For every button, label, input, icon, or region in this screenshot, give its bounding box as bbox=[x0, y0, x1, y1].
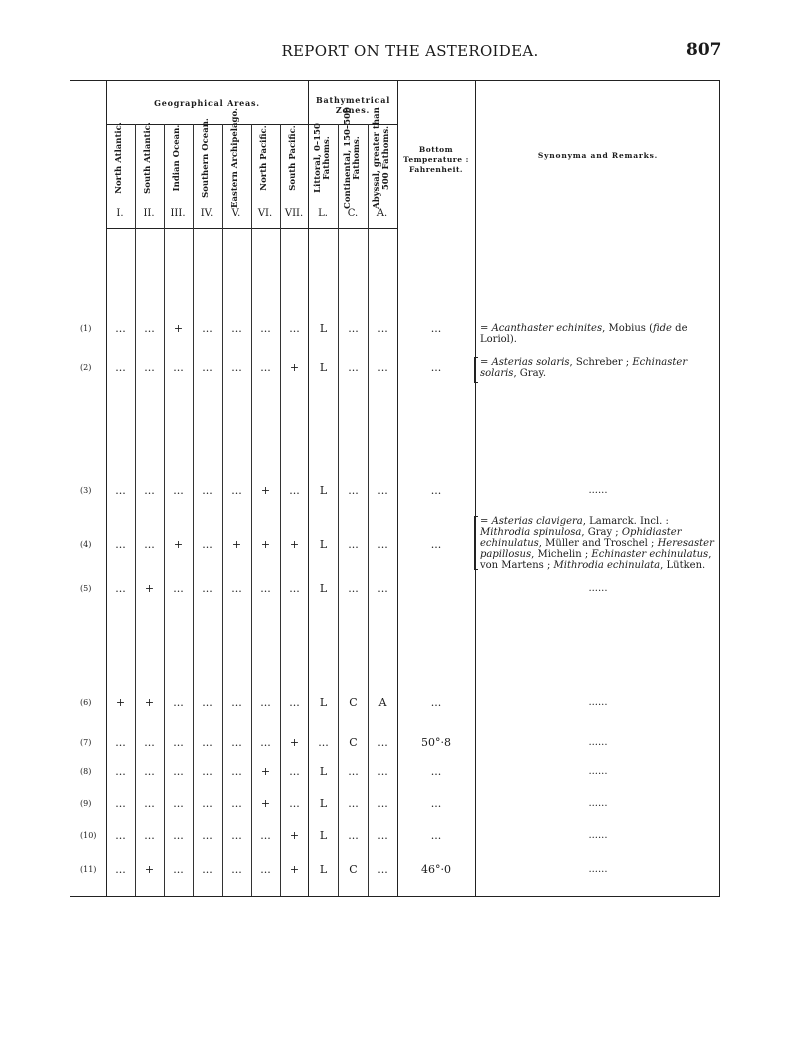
species-name: Asterias solaris bbox=[491, 357, 570, 368]
column-numeral: II. bbox=[143, 208, 155, 219]
table-cell: ... bbox=[377, 765, 388, 778]
remark-text: , Müller and Troschel ; bbox=[538, 538, 658, 549]
table-cell: + bbox=[289, 863, 300, 876]
column-numeral: III. bbox=[170, 208, 186, 219]
column-heading: Eastern Archipelago. bbox=[230, 108, 241, 208]
table-cell: ... bbox=[348, 797, 359, 810]
table-cell: + bbox=[115, 696, 126, 709]
table-cell: ... bbox=[377, 361, 388, 374]
table-cell: L bbox=[319, 696, 328, 709]
table-cell: ... bbox=[202, 484, 213, 497]
table-cell: ... bbox=[231, 829, 242, 842]
table-cell: ... bbox=[202, 736, 213, 749]
column-heading: Southern Ocean. bbox=[201, 118, 212, 198]
remark-text: ...... bbox=[588, 737, 608, 748]
table-cell: ... bbox=[173, 829, 184, 842]
brace-mark bbox=[474, 357, 478, 383]
table-cell: ... bbox=[377, 863, 388, 876]
table-cell: ... bbox=[231, 484, 242, 497]
table-cell: ... bbox=[260, 696, 271, 709]
table-cell: ... bbox=[289, 322, 300, 335]
table-cell: ... bbox=[144, 322, 155, 335]
synonyma-remark bbox=[476, 864, 720, 875]
table-cell: ... bbox=[202, 765, 213, 778]
geographical-areas-heading: Geographical Areas. bbox=[154, 98, 260, 108]
remark-text: ...... bbox=[588, 697, 608, 708]
table-cell: + bbox=[289, 361, 300, 374]
bottom-temperature-cell: ... bbox=[430, 538, 442, 551]
row-number: (7) bbox=[80, 738, 92, 747]
synonyma-heading: Synonyma and Remarks. bbox=[537, 151, 659, 160]
column-numeral: IV. bbox=[200, 208, 214, 219]
row-number: (5) bbox=[80, 584, 92, 593]
table-cell: ... bbox=[173, 797, 184, 810]
brace-mark bbox=[474, 516, 478, 570]
synonyma-remark bbox=[476, 583, 720, 594]
table-cell: C bbox=[349, 863, 358, 876]
bottom-temperature-cell: ... bbox=[430, 829, 442, 842]
table-cell: C bbox=[349, 736, 358, 749]
table-cell: L bbox=[319, 863, 328, 876]
table-cell: L bbox=[319, 582, 328, 595]
species-name: Echinaster echinulatus bbox=[591, 549, 709, 560]
column-heading: Indian Ocean. bbox=[172, 124, 183, 192]
row-number: (2) bbox=[80, 363, 92, 372]
table-cell: ... bbox=[231, 797, 242, 810]
synonyma-remark bbox=[476, 830, 720, 841]
table-cell: ... bbox=[377, 736, 388, 749]
remark-text: , von Martens ; bbox=[480, 549, 712, 571]
table-cell: ... bbox=[144, 484, 155, 497]
table-cell: ... bbox=[202, 322, 213, 335]
remark-text: , Schreber ; bbox=[569, 357, 633, 368]
column-heading: South Pacific. bbox=[288, 125, 299, 191]
table-cell: + bbox=[289, 829, 300, 842]
table-cell: + bbox=[260, 797, 271, 810]
table-cell: ... bbox=[115, 797, 126, 810]
species-name: Mithrodia echinulata bbox=[553, 560, 661, 571]
table-cell: ... bbox=[144, 797, 155, 810]
table-cell: ... bbox=[318, 736, 329, 749]
table-cell: ... bbox=[144, 361, 155, 374]
table-cell: + bbox=[231, 538, 242, 551]
table-cell: ... bbox=[173, 582, 184, 595]
remark-text: , Gray ; bbox=[581, 527, 622, 538]
table-cell: + bbox=[144, 582, 155, 595]
synonyma-remark bbox=[476, 737, 720, 748]
running-head: REPORT ON THE ASTEROIDEA. bbox=[281, 42, 539, 60]
row-number: (4) bbox=[80, 540, 92, 549]
table-cell: ... bbox=[377, 797, 388, 810]
table-cell: L bbox=[319, 361, 328, 374]
table-cell: ... bbox=[173, 765, 184, 778]
synonyma-remark bbox=[476, 485, 720, 496]
table-cell: ... bbox=[115, 361, 126, 374]
table-cell: + bbox=[289, 538, 300, 551]
synonyma-remark bbox=[476, 798, 720, 809]
table-cell: ... bbox=[260, 322, 271, 335]
column-heading: Abyssal, greater than 500 Fathoms. bbox=[371, 107, 391, 209]
table-cell: ... bbox=[173, 484, 184, 497]
table-cell: ... bbox=[348, 582, 359, 595]
column-heading: Littoral, 0–150 Fathoms. bbox=[312, 123, 332, 193]
table-cell: ... bbox=[115, 484, 126, 497]
table-cell: ... bbox=[202, 829, 213, 842]
remark-text: , Michelin ; bbox=[531, 549, 592, 560]
table-cell: ... bbox=[260, 863, 271, 876]
remark-text: ...... bbox=[588, 766, 608, 777]
table-cell: + bbox=[260, 538, 271, 551]
remark-text: = bbox=[480, 323, 492, 334]
table-cell: ... bbox=[173, 863, 184, 876]
table-cell: ... bbox=[348, 484, 359, 497]
table-cell: ... bbox=[202, 582, 213, 595]
table-cell: + bbox=[144, 863, 155, 876]
bottom-temperature-cell: ... bbox=[430, 361, 442, 374]
row-number: (8) bbox=[80, 767, 92, 776]
remark-text: , Gray. bbox=[513, 368, 547, 379]
table-cell: ... bbox=[289, 765, 300, 778]
table-cell: ... bbox=[173, 361, 184, 374]
table-cell: L bbox=[319, 538, 328, 551]
synonyma-remark bbox=[476, 766, 720, 777]
column-numeral: A. bbox=[376, 208, 388, 219]
table-cell: ... bbox=[289, 582, 300, 595]
column-numeral: C. bbox=[347, 208, 359, 219]
synonyma-remark bbox=[480, 516, 718, 571]
table-cell: C bbox=[349, 696, 358, 709]
row-number: (1) bbox=[80, 324, 92, 333]
species-name: Echinaster solaris bbox=[480, 357, 688, 379]
table-cell: L bbox=[319, 484, 328, 497]
table-cell: ... bbox=[260, 829, 271, 842]
table-cell: ... bbox=[202, 696, 213, 709]
table-cell: ... bbox=[377, 829, 388, 842]
table-cell: ... bbox=[144, 538, 155, 551]
table-cell: ... bbox=[348, 765, 359, 778]
table-cell: ... bbox=[202, 863, 213, 876]
remark-text: = bbox=[480, 357, 492, 368]
bottom-temperature-cell: 50°·8 bbox=[421, 736, 451, 749]
table-cell: ... bbox=[144, 829, 155, 842]
remark-text: de Loriol). bbox=[480, 323, 688, 345]
table-cell: + bbox=[144, 696, 155, 709]
bottom-temperature-cell: 46°·0 bbox=[421, 863, 451, 876]
table-cell: ... bbox=[115, 829, 126, 842]
column-heading: North Atlantic. bbox=[114, 122, 125, 194]
table-cell: ... bbox=[377, 538, 388, 551]
page-number: 807 bbox=[686, 40, 722, 60]
table-cell: L bbox=[319, 829, 328, 842]
row-number: (10) bbox=[80, 831, 97, 840]
row-number: (11) bbox=[80, 865, 97, 874]
table-cell: + bbox=[173, 538, 184, 551]
remark-text: , Lamarck. Incl. : bbox=[582, 516, 669, 527]
table-cell: ... bbox=[231, 322, 242, 335]
bathymetrical-zones-heading: Bathymetrical Zones. bbox=[315, 95, 391, 115]
species-name: Asterias clavigera bbox=[491, 516, 583, 527]
bottom-temperature-cell: ... bbox=[430, 484, 442, 497]
table-cell: ... bbox=[289, 797, 300, 810]
table-cell: ... bbox=[115, 736, 126, 749]
column-numeral: VII. bbox=[284, 208, 304, 219]
table-cell: + bbox=[289, 736, 300, 749]
table-cell: ... bbox=[231, 736, 242, 749]
remark-text: ...... bbox=[588, 485, 608, 496]
species-name: Ophidiaster echinulatus bbox=[480, 527, 682, 549]
table-cell: ... bbox=[260, 582, 271, 595]
species-name: Acanthaster echinites bbox=[491, 323, 603, 334]
species-name: fide bbox=[652, 323, 672, 334]
remark-text: = bbox=[480, 516, 492, 527]
table-cell: ... bbox=[202, 797, 213, 810]
row-number: (9) bbox=[80, 799, 92, 808]
table-cell: + bbox=[260, 765, 271, 778]
table-cell: ... bbox=[231, 765, 242, 778]
table-cell: L bbox=[319, 797, 328, 810]
synonyma-remark bbox=[476, 697, 720, 708]
column-numeral: L. bbox=[318, 208, 328, 219]
table-cell: ... bbox=[115, 538, 126, 551]
table-cell: L bbox=[319, 765, 328, 778]
table-cell: ... bbox=[289, 696, 300, 709]
table-cell: ... bbox=[260, 736, 271, 749]
table-cell: ... bbox=[377, 582, 388, 595]
table-cell: + bbox=[260, 484, 271, 497]
table-cell: ... bbox=[173, 736, 184, 749]
table-cell: ... bbox=[115, 582, 126, 595]
table-cell: ... bbox=[144, 736, 155, 749]
column-heading: Continental, 150–500 Fathoms. bbox=[342, 107, 362, 209]
column-numeral: V. bbox=[231, 208, 241, 219]
column-heading: South Atlantic. bbox=[143, 122, 154, 194]
table-cell: ... bbox=[348, 538, 359, 551]
bottom-temperature-cell: ... bbox=[430, 797, 442, 810]
table-cell: ... bbox=[231, 696, 242, 709]
table-cell: ... bbox=[377, 484, 388, 497]
table-cell: ... bbox=[115, 765, 126, 778]
table-cell: ... bbox=[348, 361, 359, 374]
remark-text: ...... bbox=[588, 830, 608, 841]
table-cell: ... bbox=[231, 582, 242, 595]
bottom-temperature-cell: ... bbox=[430, 696, 442, 709]
table-cell: ... bbox=[377, 322, 388, 335]
species-name: Heresaster papillosus bbox=[480, 538, 714, 560]
bottom-temperature-cell: ... bbox=[430, 322, 442, 335]
remark-text: ...... bbox=[588, 864, 608, 875]
table-cell: ... bbox=[289, 484, 300, 497]
table-cell: ... bbox=[260, 361, 271, 374]
table-cell: ... bbox=[115, 863, 126, 876]
remark-text: , Lütken. bbox=[660, 560, 706, 571]
bottom-temperature-cell: ... bbox=[430, 765, 442, 778]
row-number: (3) bbox=[80, 486, 92, 495]
table-cell: A bbox=[378, 696, 387, 709]
table-cell: ... bbox=[115, 322, 126, 335]
column-numeral: VI. bbox=[257, 208, 273, 219]
table-cell: ... bbox=[173, 696, 184, 709]
table-cell: ... bbox=[202, 361, 213, 374]
table-cell: ... bbox=[231, 361, 242, 374]
row-number: (6) bbox=[80, 698, 92, 707]
table-cell: L bbox=[319, 322, 328, 335]
column-numeral: I. bbox=[116, 208, 124, 219]
synonyma-remark bbox=[480, 323, 718, 345]
remark-text: ...... bbox=[588, 583, 608, 594]
remark-text: ...... bbox=[588, 798, 608, 809]
remark-text: , Mobius ( bbox=[602, 323, 653, 334]
table-cell: ... bbox=[144, 765, 155, 778]
column-heading: North Pacific. bbox=[259, 125, 270, 191]
species-name: Mithrodia spinulosa bbox=[480, 527, 582, 538]
table-cell: ... bbox=[231, 863, 242, 876]
table-cell: ... bbox=[348, 322, 359, 335]
table-cell: ... bbox=[202, 538, 213, 551]
table-cell: ... bbox=[348, 829, 359, 842]
table-cell: + bbox=[173, 322, 184, 335]
synonyma-remark bbox=[480, 357, 718, 379]
bottom-temperature-heading: Bottom Temperature : Fahrenheit. bbox=[403, 145, 469, 174]
